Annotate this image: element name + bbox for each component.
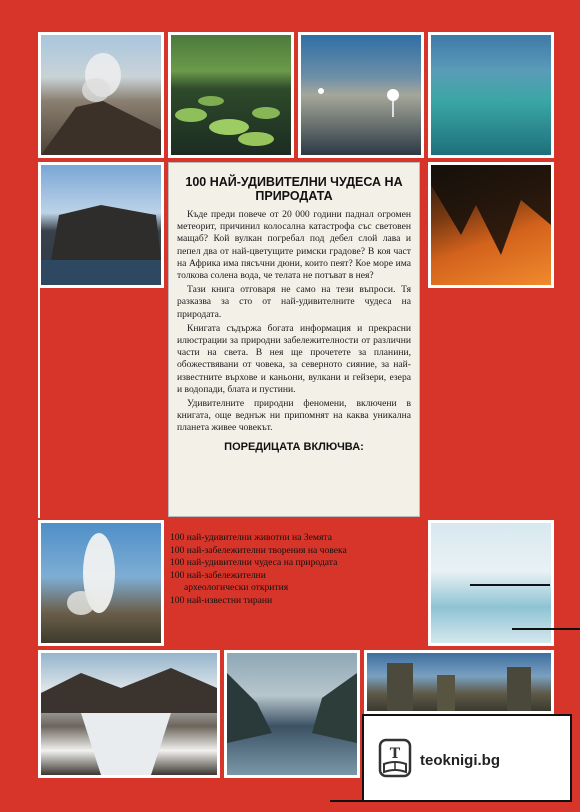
book-title: 100 НАЙ-УДИВИТЕЛНИ ЧУДЕСА НА ПРИРОДАТА	[185, 175, 403, 203]
description-panel	[168, 162, 420, 517]
series-item: 100 най-известни тирани	[170, 594, 273, 606]
bird-illustration	[301, 35, 421, 155]
series-item: археологически открития	[184, 582, 289, 594]
volcano-illustration	[41, 35, 161, 155]
paragraph: Удивителните природни феномени, включени в книгата, още веднъж ни припомнят на каква уникална планета живее човекът.	[177, 398, 411, 434]
photo-rock-pillars	[364, 650, 554, 714]
cliff-illustration	[41, 165, 161, 285]
paragraph: Книгата съдържа богата информация и прекрасни илюстрации за природни забележителности от различни части на света. В нея ще прочетете за планини, обожествявани от човека, за северното сияние, за най-известните върхове и каньони, вулкани и гейзери, езера и водопади, блата и пустини.	[177, 322, 411, 395]
stepped-border	[470, 584, 550, 588]
frame-strip	[38, 288, 40, 518]
series-list	[170, 532, 430, 608]
glacier-illustration	[41, 653, 217, 775]
pillars-illustration	[367, 653, 551, 711]
watermark-badge	[362, 714, 572, 802]
series-item: 100 най-удивителни животни на Земята	[170, 532, 332, 543]
photo-geyser	[38, 520, 164, 646]
paragraph: Къде преди повече от 20 000 години паднал огромен метеорит, причинил колосална катастрофа със световен мащаб? Кой вулкан погребал под дебел слой лава и пепел два от най-цветущите римски градове? В коя част на Африка има пясъчни дюни, които пеят? Кое море има толкова солена вода, че телата не потъват в нея?	[177, 209, 411, 282]
photo-red-canyon	[428, 162, 554, 288]
canyon-illustration	[431, 165, 551, 285]
fjord-illustration	[227, 653, 357, 775]
series-heading: ПОРЕДИЦАТА ВКЛЮЧВА:	[224, 440, 364, 453]
photo-basalt-cliffs	[38, 162, 164, 288]
book-logo-icon	[378, 738, 412, 778]
watermark-text: teoknigi.bg	[420, 752, 500, 769]
lily-pads-illustration	[171, 35, 291, 155]
photo-volcano	[38, 32, 164, 158]
svg-text:T: T	[389, 746, 401, 762]
series-item: 100 най-забележителни	[170, 569, 266, 581]
series-item: 100 най-удивителни чудеса на природата	[170, 557, 338, 569]
photo-fjord	[224, 650, 360, 778]
stepped-border	[512, 628, 580, 632]
photo-flamingo-lake	[298, 32, 424, 158]
geyser-illustration	[41, 523, 161, 643]
photo-water-lilies	[168, 32, 294, 158]
photo-turquoise-coast	[428, 32, 554, 158]
paragraph: Тази книга отговаря не само на тези въпроси. Тя разказва за сто от най-удивителните чудеса на природата.	[177, 284, 411, 320]
series-item: 100 най-забележителни творения на човека	[170, 544, 347, 556]
photo-glacier	[38, 650, 220, 778]
